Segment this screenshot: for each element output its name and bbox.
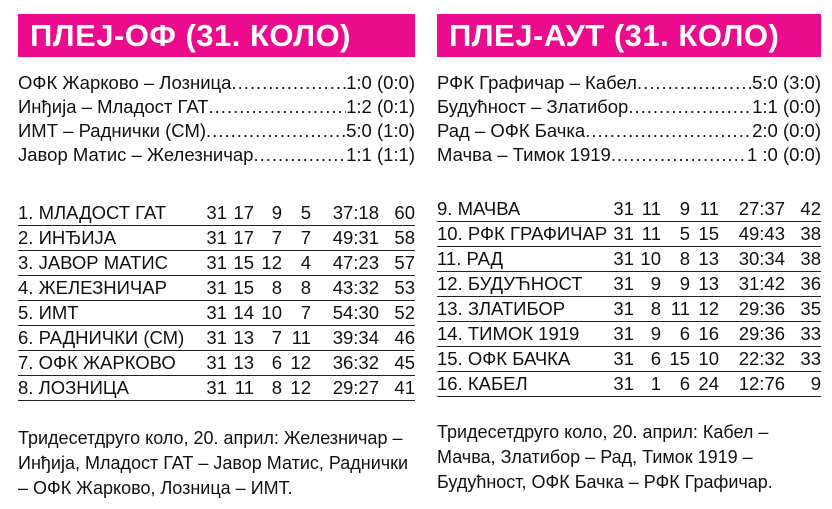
playout-title: ПЛЕЈ-АУТ (31. КОЛО) [437, 14, 821, 57]
result-row [437, 119, 821, 143]
match-teams: Будућност – Златибор [437, 96, 629, 117]
table-row: 3. ЈАВОР МАТИС 31 15 12 4 47:23 57 [18, 251, 415, 276]
table-row: 6. РАДНИЧКИ (СМ) 31 13 7 11 39:34 46 [18, 326, 415, 351]
table-row: 12. БУДУЋНОСТ 31 9 9 13 31:42 36 [437, 272, 821, 297]
table-row: 11. РАД 31 10 8 13 30:34 38 [437, 247, 821, 272]
playout-section [437, 14, 821, 492]
table-row: 14. ТИМОК 1919 31 9 6 16 29:36 33 [437, 322, 821, 347]
match-score: 5:0 (1:0) [346, 120, 415, 141]
match-score: 2:0 (0:0) [752, 120, 821, 141]
match-score: 1:1 (0:0) [752, 96, 821, 117]
table-row: 10. РФК ГРАФИЧАР 31 11 5 15 49:43 38 [437, 222, 821, 247]
match-score: 1:0 (0:0) [346, 72, 415, 93]
playoff-section [18, 14, 415, 498]
result-row [18, 119, 415, 143]
table-row: 4. ЖЕЛЕЗНИЧАР 31 15 8 8 43:32 53 [18, 276, 415, 301]
match-teams: ОФК Жарково – Лозница [18, 72, 232, 93]
match-score: 1 :0 (0:0) [746, 144, 821, 165]
playoff-title: ПЛЕЈ-ОФ (31. КОЛО) [18, 14, 415, 57]
next-round-text: Тридесетдруго коло, 20. април: Железничар – Инђија, Младост ГАТ – Јавор Матис, Раднички – ОФК Жарково, Лозница – ИМТ. [18, 428, 409, 498]
result-row [18, 95, 415, 119]
table-row: 7. ОФК ЖАРКОВО 31 13 6 12 36:32 45 [18, 351, 415, 376]
table-row: 2. ИНЂИЈА 31 17 7 7 49:31 58 [18, 226, 415, 251]
match-teams: Рад – ОФК Бачка [437, 120, 586, 141]
result-row [18, 143, 415, 167]
table-row: 9. МАЧВА 31 11 9 11 27:37 42 [437, 197, 821, 222]
result-row [437, 143, 821, 167]
match-teams: Јавор Матис – Железничар [18, 144, 254, 165]
match-score: 1:1 (1:1) [346, 144, 415, 165]
result-row [437, 71, 821, 95]
match-teams: Инђија – Младост ГАТ [18, 96, 209, 117]
match-teams: РФК Графичар – Кабел [437, 72, 637, 93]
playout-standings [437, 197, 821, 397]
table-row: 5. ИМТ 31 14 10 7 54:30 52 [18, 301, 415, 326]
table-row: 16. КАБЕЛ 31 1 6 24 12:76 9 [437, 372, 821, 397]
match-score: 1:2 (0:1) [346, 96, 415, 117]
playoff-standings [18, 201, 415, 401]
table-row: 13. ЗЛАТИБОР 31 8 11 12 29:36 35 [437, 297, 821, 322]
result-row [18, 71, 415, 95]
match-score: 5:0 (3:0) [752, 72, 821, 93]
playoff-results [18, 71, 415, 167]
result-row [437, 95, 821, 119]
table-row: 15. ОФК БАЧКА 31 6 15 10 22:32 33 [437, 347, 821, 372]
playout-results [437, 71, 821, 167]
match-teams: ИМТ – Раднички (СМ) [18, 120, 207, 141]
table-row: 8. ЛОЗНИЦА 31 11 8 12 29:27 41 [18, 376, 415, 401]
match-teams: Мачва – Тимок 1919 [437, 144, 611, 165]
table-row: 1. МЛАДОСТ ГАТ 31 17 9 5 37:18 60 [18, 201, 415, 226]
next-round-text: Тридесетдруго коло, 20. април: Кабел – Мачва, Златибор – Рад, Тимок 1919 – Будућност, ОФК Бачка – РФК Графичар. [437, 422, 773, 492]
